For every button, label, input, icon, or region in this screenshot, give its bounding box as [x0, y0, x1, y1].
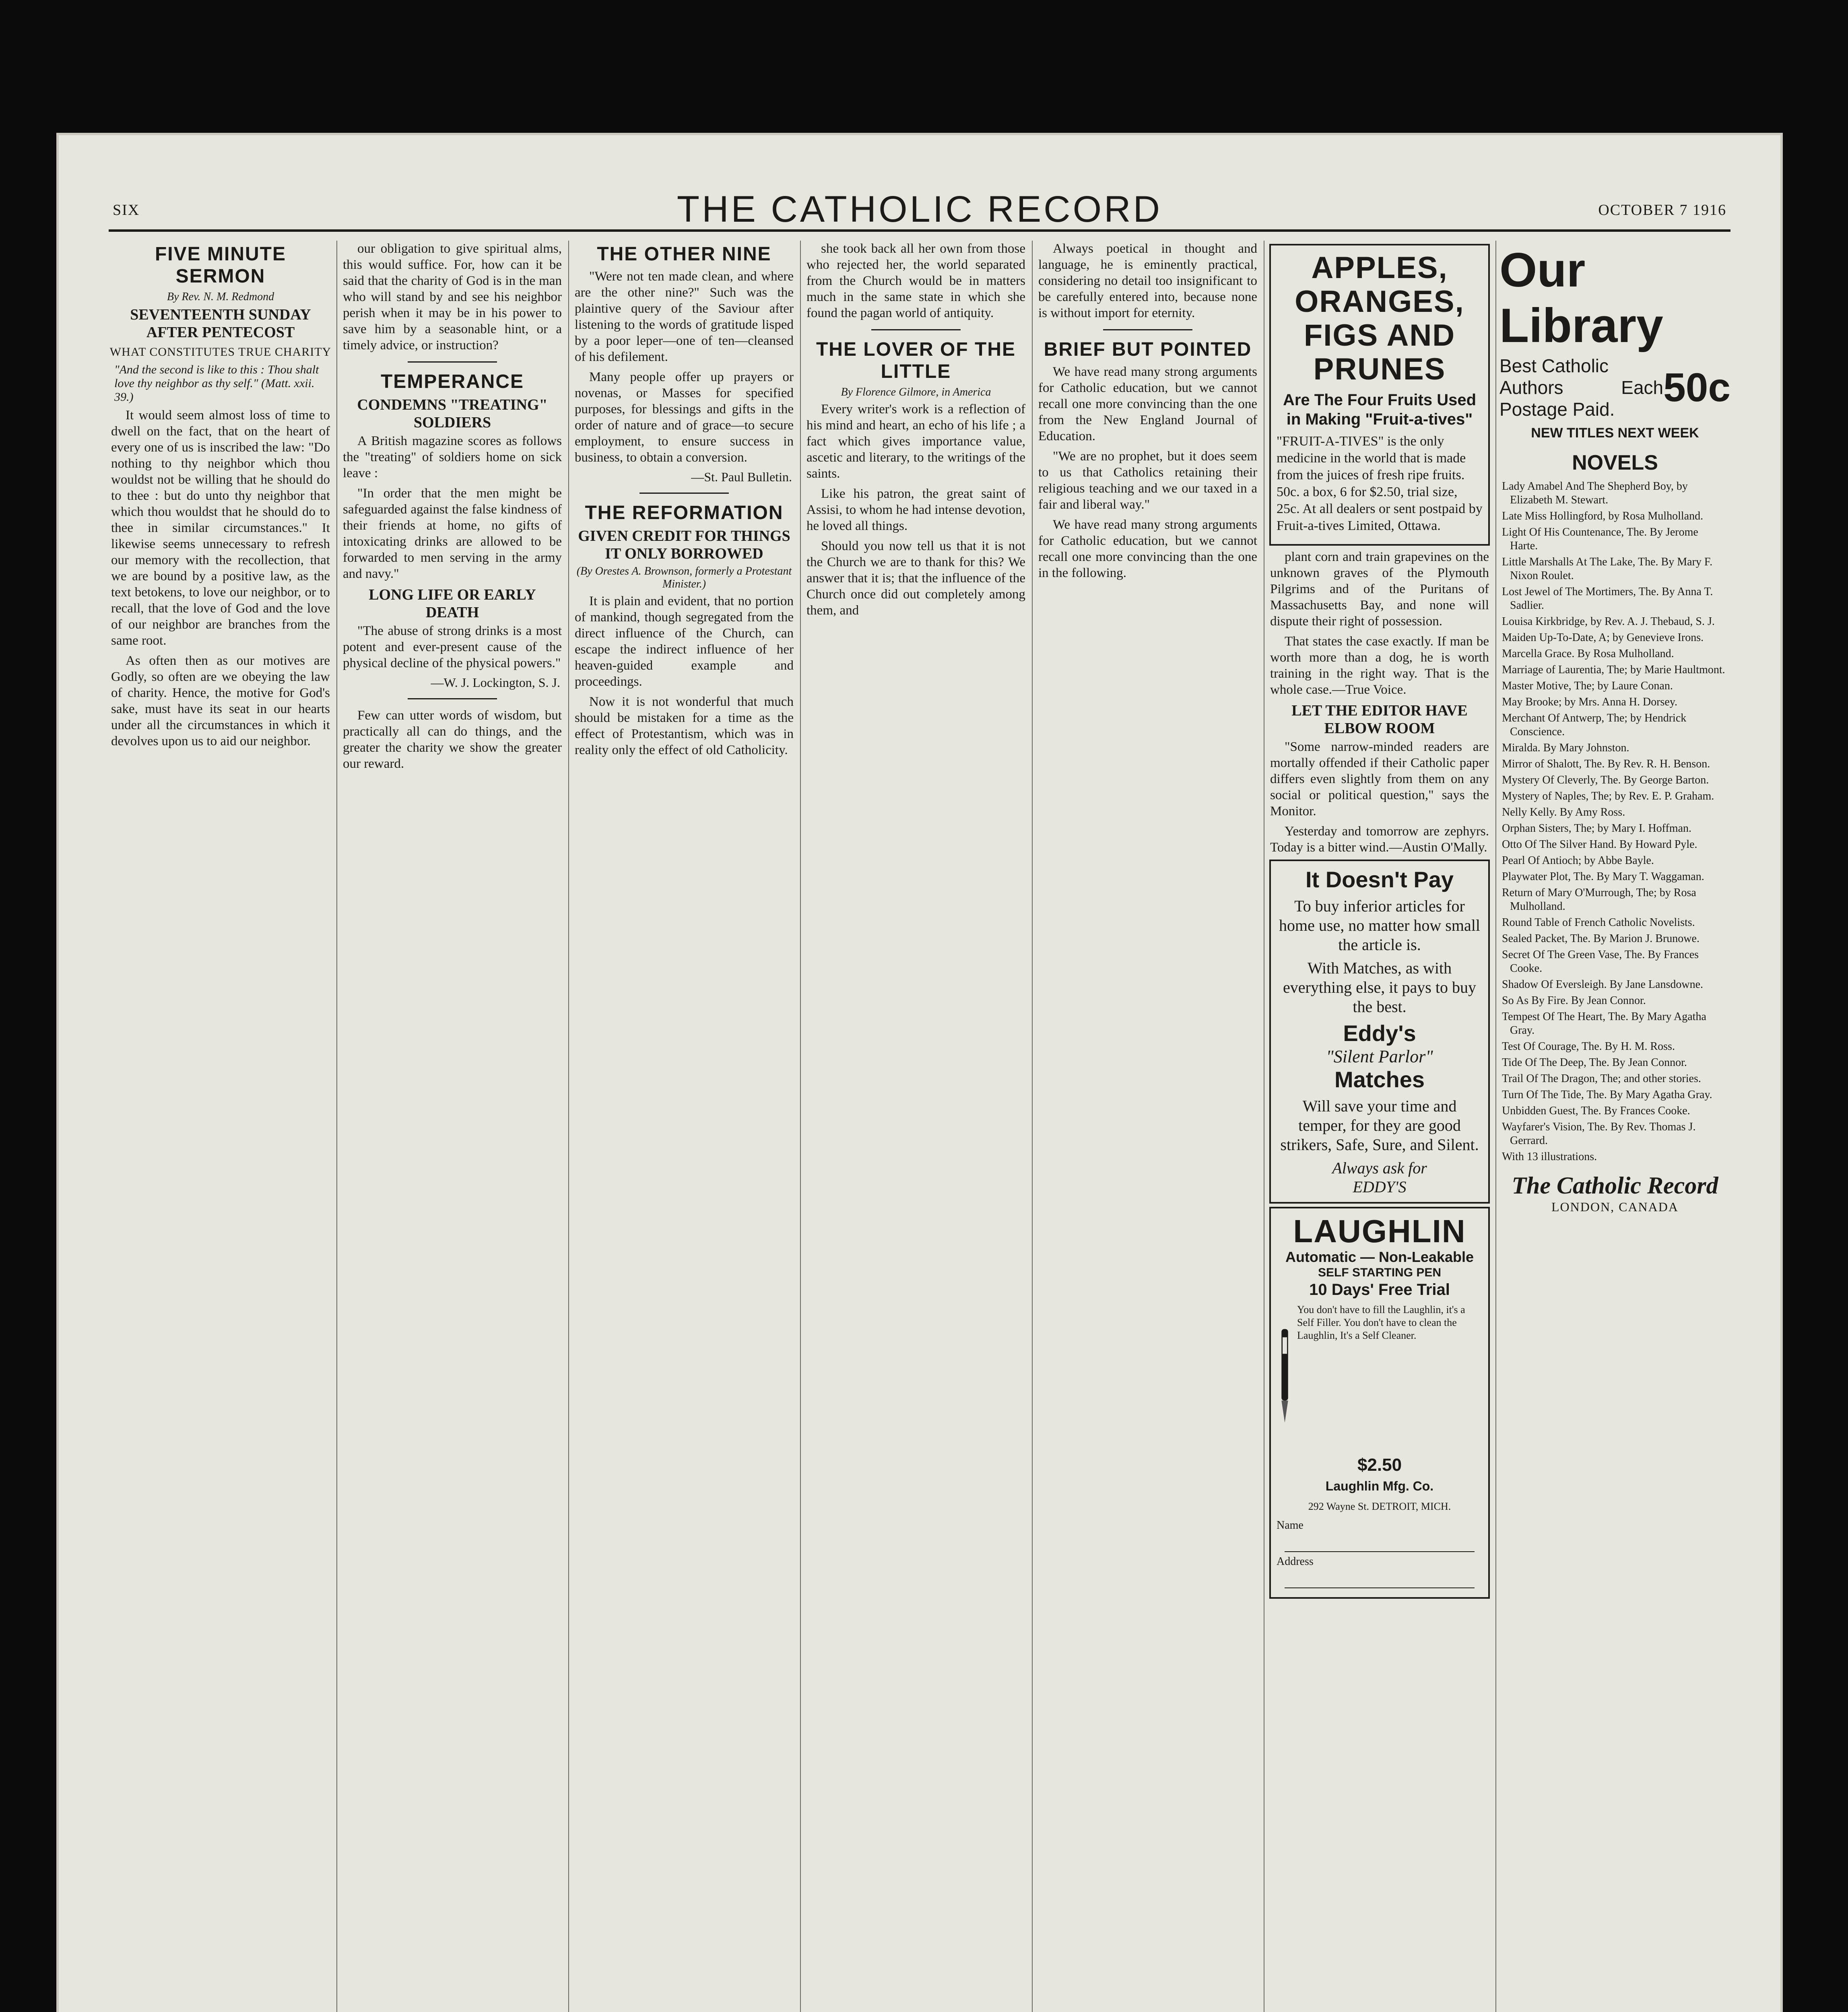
temperance-subtitle: CONDEMNS "TREATING" SOLDIERS: [357, 396, 548, 431]
coupon-name-label: Name: [1277, 1519, 1304, 1532]
novel-item: Shadow Of Eversleigh. By Jane Lansdowne.: [1502, 978, 1704, 991]
paragraph: Many people offer up prayers or novenas, or Masses for specified purposes, for blessings and gifts in the order of nature and of grace—to secure employment, to ensure success in business, to obtain a conversion.: [575, 370, 794, 465]
novel-item: May Brooke; by Mrs. Anna H. Dorsey.: [1502, 696, 1678, 708]
paragraph: our obligation to give spiritual alms, this would suffice. For, how can it be said that the charity of God is in the man who will stand by and see his neighbor perish when it may be in his power to save him by a seasonable hint, or a timely advice, or instruction?: [343, 241, 562, 353]
novel-item: Little Marshalls At The Lake, The. By Mary F. Nixon Roulet.: [1502, 556, 1713, 582]
eddy-ad-line2: To buy inferior articles for home use, no matter how small the article is.: [1279, 897, 1480, 954]
novel-item: Trail Of The Dragon, The; and other stories.: [1502, 1072, 1701, 1085]
novel-item: Nelly Kelly. By Amy Ross.: [1502, 806, 1625, 818]
novel-item: Sealed Packet, The. By Marion J. Brunowe.: [1502, 932, 1700, 945]
novel-item: Unbidden Guest, The. By Frances Cooke.: [1502, 1105, 1690, 1117]
paragraph: Should you now tell us that it is not the Church we are to thank for this? We answer that it is; that the influence of the Church once did out completely among them, and: [806, 539, 1025, 618]
paragraph: As often then as our motives are Godly, so often are we obeying the law of charity. Hence, the motive for God's sake, must have its seat in our hearts under all the circumstances in which it devolves upon us to aid our neighbor.: [111, 653, 330, 748]
column-rule: [800, 241, 801, 2012]
laughlin-type: Automatic — Non-Leakable: [1285, 1249, 1474, 1265]
paragraph: "In order that the men might be safeguarded against the false kindness of their friends at home, no gifts of intoxicating drinks are allowed to be forwarded to men serving in the army and navy.": [343, 486, 562, 581]
eddy-ad-line4: Will save your time and temper, for they are good strikers, Safe, Sure, and Silent.: [1280, 1097, 1479, 1154]
laughlin-body: You don't have to fill the Laughlin, it's a Self Filler. You don't have to clean the Laughlin, It's a Self Cleaner.: [1297, 1304, 1465, 1341]
paragraph: Now it is not wonderful that much should be mistaken for a time as the effect of Protestantism, which was in reality only the effect of old Catholicity.: [575, 695, 794, 757]
column-7: [1499, 241, 1730, 2012]
paragraph: Few can utter words of wisdom, but practically all can do things, and the greater the charity we show the greater our reward.: [343, 708, 562, 771]
paragraph: Every writer's work is a reflection of his mind and heart, an echo of his life ; a fact which gives importance value, ascetic and literary, to the writings of the saints.: [806, 402, 1025, 481]
novel-item: Mystery Of Cleverly, The. By George Barton.: [1502, 774, 1709, 786]
reformation-byline: (By Orestes A. Brownson, formerly a Protestant Minister.): [576, 565, 792, 590]
novel-item: Louisa Kirkbridge, by Rev. A. J. Thebaud, S. J.: [1502, 615, 1715, 628]
novel-item: Pearl Of Antioch; by Abbe Bayle.: [1502, 854, 1654, 867]
novel-item: Marriage of Laurentia, The; by Marie Haultmont.: [1502, 664, 1725, 676]
laughlin-offer: 10 Days' Free Trial: [1309, 1281, 1450, 1299]
laughlin-sub: SELF STARTING PEN: [1318, 1266, 1442, 1279]
masthead: [109, 185, 1730, 232]
novel-item: Late Miss Hollingford, by Rosa Mulholland.: [1502, 510, 1704, 522]
eddy-ad-line3: With Matches, as with everything else, it pays to buy the best.: [1283, 959, 1476, 1016]
eddy-ad-product: "Silent Parlor": [1326, 1047, 1433, 1066]
library-new: NEW TITLES NEXT WEEK: [1531, 425, 1699, 441]
divider: [1103, 329, 1192, 330]
library-each: Each: [1621, 377, 1664, 398]
eddy-ad-line1: It Doesn't Pay: [1305, 867, 1454, 892]
novel-item: Maiden Up-To-Date, A; by Genevieve Irons.: [1502, 631, 1704, 644]
signature: —W. J. Lockington, S. J.: [431, 675, 560, 690]
coupon-address-field[interactable]: [1285, 1571, 1475, 1588]
column-3: [572, 241, 796, 2012]
paragraph: Yesterday and tomorrow are zephyrs. Today is a bitter wind.—Austin O'Mally.: [1270, 824, 1489, 855]
library-lines: [1499, 355, 1621, 420]
eddy-ad-brand: Eddy's: [1343, 1020, 1416, 1046]
fruit-ad-subhead: Are The Four Fruits Used in Making "Fruit-a-tives": [1283, 391, 1477, 428]
sermon-section: WHAT CONSTITUTES TRUE CHARITY: [109, 345, 332, 359]
novel-item: Playwater Plot, The. By Mary T. Waggaman.: [1502, 870, 1704, 883]
columns: [109, 241, 1730, 2012]
library-price: 50c: [1663, 365, 1730, 410]
novel-item: Secret Of The Green Vase, The. By Frances Cooke.: [1502, 948, 1699, 975]
reformation-title: THE REFORMATION: [585, 502, 784, 524]
library-price-row: [1499, 355, 1730, 420]
column-rule: [1032, 241, 1033, 2012]
paragraph: We have read many strong arguments for Catholic education, but we cannot recall one more convincing than the one in the following.: [1038, 517, 1257, 580]
publisher-location: LONDON, CANADA: [1551, 1200, 1679, 1214]
paragraph: "We are no prophet, but it does seem to us that Catholics retaining their religious teaching and we our taxed in a fair and liberal way.": [1038, 449, 1257, 512]
coupon-address-label: Address: [1277, 1555, 1314, 1568]
paragraph: A British magazine scores as follows the "treating" of soldiers home on sick leave :: [343, 434, 562, 480]
novel-list: [1499, 480, 1730, 1164]
paragraph: Like his patron, the great saint of Assisi, to whom he had intense devotion, he loved all things.: [806, 487, 1025, 533]
laughlin-address: 292 Wayne St. DETROIT, MICH.: [1308, 1501, 1451, 1512]
laughlin-pen-ad: [1269, 1207, 1490, 1599]
paragraph: "Were not ten made clean, and where are the other nine?" Such was the plaintive query of the Saviour after listening to the words of gratitude lisped by a poor leper—one of ten—cleansed of his defilement.: [575, 269, 794, 364]
other-nine-title: THE OTHER NINE: [597, 243, 771, 265]
novel-item: Merchant Of Antwerp, The; by Hendrick Conscience.: [1502, 712, 1687, 738]
paragraph: she took back all her own from those who rejected her, the world separated from the Church would be in matters much in the same state in which she found the pagan world of antiquity.: [806, 241, 1025, 320]
library-line1: Best Catholic Authors: [1499, 355, 1609, 398]
column-5: [1036, 241, 1260, 2012]
novel-item: Mystery of Naples, The; by Rev. E. P. Graham.: [1502, 790, 1714, 802]
novel-item: Mirror of Shalott, The. By Rev. R. H. Benson.: [1502, 758, 1710, 770]
novel-item: Test Of Courage, The. By H. M. Ross.: [1502, 1040, 1675, 1053]
novel-item: Light Of His Countenance, The. By Jerome Harte.: [1502, 526, 1698, 552]
eddy-ad-product2: Matches: [1334, 1067, 1425, 1092]
novel-item: Marcella Grace. By Rosa Mulholland.: [1502, 647, 1674, 660]
library-line2: Postage Paid.: [1499, 399, 1615, 420]
column-rule: [336, 241, 337, 2012]
eddy-ad-tagline: Always ask for: [1332, 1159, 1427, 1177]
issue-date: OCTOBER 7 1916: [1598, 202, 1726, 219]
sermon-title: FIVE MINUTE SERMON: [155, 243, 286, 287]
sermon-subtitle: SEVENTEENTH SUNDAY AFTER PENTECOST: [130, 306, 311, 341]
newspaper-title: THE CATHOLIC RECORD: [676, 189, 1163, 230]
paragraph: Always poetical in thought and language, he is eminently practical, considering no detail too insignificant to be carefully entered into, because none is without import for eternity.: [1038, 241, 1257, 320]
signature: —St. Paul Bulletin.: [691, 470, 792, 484]
fountain-pen-icon: [1277, 1303, 1293, 1448]
novel-item: Tide Of The Deep, The. By Jean Connor.: [1502, 1056, 1687, 1069]
lover-title: THE LOVER OF THE LITTLE: [816, 339, 1016, 382]
novel-item: With 13 illustrations.: [1502, 1150, 1597, 1163]
library-title: Our Library: [1499, 243, 1663, 353]
column-rule: [568, 241, 569, 2012]
long-life-title: LONG LIFE OR EARLY DEATH: [369, 586, 536, 621]
novel-item: Lady Amabel And The Shepherd Boy, by Elizabeth M. Stewart.: [1502, 480, 1688, 506]
publisher-logo: The Catholic Record: [1512, 1172, 1718, 1199]
novel-item: Round Table of French Catholic Novelists.: [1502, 916, 1695, 929]
sermon-quote: "And the second is like to this : Thou shalt love thy neighbor as thy self." (Matt. xxii. 39.): [114, 363, 319, 404]
paragraph: "The abuse of strong drinks is a most potent and ever-present cause of the physical decline of the physical powers.": [343, 624, 562, 670]
fruit-ad-headline: APPLES, ORANGES, FIGS AND PRUNES: [1295, 251, 1464, 386]
laughlin-price: $2.50: [1357, 1455, 1402, 1475]
fruit-a-tives-ad: [1269, 244, 1490, 546]
novel-item: Return of Mary O'Murrough, The; by Rosa Mulholland.: [1502, 886, 1696, 913]
sermon-byline: By Rev. N. M. Redmond: [167, 291, 274, 303]
novel-item: Tempest Of The Heart, The. By Mary Agatha Gray.: [1502, 1010, 1706, 1037]
novel-item: Wayfarer's Vision, The. By Rev. Thomas J. Gerrard.: [1502, 1121, 1696, 1147]
brief-title: BRIEF BUT POINTED: [1044, 339, 1252, 360]
novel-item: Lost Jewel of The Mortimers, The. By Anna T. Sadlier.: [1502, 585, 1713, 612]
novel-item: Master Motive, The; by Laure Conan.: [1502, 680, 1673, 692]
novel-item: So As By Fire. By Jean Connor.: [1502, 994, 1646, 1007]
paragraph: It is plain and evident, that no portion of mankind, though segregated from the direct influence of the Church, can escape the indirect influence of her heaven-guided example and proceedings.: [575, 594, 794, 689]
laughlin-brand: LAUGHLIN: [1293, 1213, 1466, 1249]
eddy-ad-tagline2: EDDY'S: [1353, 1178, 1407, 1196]
eddy-matches-ad: [1269, 860, 1490, 1204]
paragraph: We have read many strong arguments for Catholic education, but we cannot recall one more convincing than the one from the New England Journal of Education.: [1038, 365, 1257, 443]
paragraph: That states the case exactly. If man be worth more than a dog, he is worth training in the right way. That is the whole case.—True Voice.: [1270, 634, 1489, 697]
editor-title: LET THE EDITOR HAVE ELBOW ROOM: [1291, 702, 1468, 737]
novel-item: Miralda. By Mary Johnston.: [1502, 742, 1629, 754]
reformation-subtitle: GIVEN CREDIT FOR THINGS IT ONLY BORROWED: [578, 528, 790, 562]
column-1: [109, 241, 332, 2012]
laughlin-company: Laughlin Mfg. Co.: [1325, 1479, 1434, 1493]
paragraph: It would seem almost loss of time to dwell on the fact, that on the heart of every one of us is inscribed the law: "Do nothing to thy neighbor which thou wouldst not be willing that he should do to thee : but do unto thy neighbor that which thou wouldst that he should do to thee in similar circumstances." It likewise seems unnecessary to refresh our memory with the recollection, that we are bound by a positive law, as the text betokens, to love our neighbor, or to recall, that the love of God and the love of our neighbor are branches from the same root.: [111, 408, 330, 648]
page-number: SIX: [113, 202, 140, 219]
novel-item: Turn Of The Tide, The. By Mary Agatha Gray.: [1502, 1088, 1712, 1101]
paragraph: plant corn and train grapevines on the unknown graves of the Plymouth Pilgrims and of the Puritans of Massachusetts Bay, and none will dispute their right of possession.: [1270, 550, 1489, 629]
coupon-name-field[interactable]: [1285, 1535, 1475, 1552]
lover-byline: By Florence Gilmore, in America: [841, 386, 991, 398]
column-6: [1268, 241, 1491, 2012]
novel-item: Otto Of The Silver Hand. By Howard Pyle.: [1502, 838, 1697, 851]
column-rule: [1495, 241, 1496, 2012]
fruit-ad-body: "FRUIT-A-TIVES" is the only medicine in the world that is made from the juices of fresh ripe fruits. 50c. a box, 6 for $2.50, trial size, 25c. At all dealers or sent postpaid by Fruit-a-tives Limited, Ottawa.: [1277, 434, 1483, 533]
divider: [408, 698, 497, 699]
novel-item: Orphan Sisters, The; by Mary I. Hoffman.: [1502, 822, 1691, 835]
laughlin-body-row: [1277, 1299, 1483, 1452]
column-2: [340, 241, 564, 2012]
newspaper-page: [56, 133, 1783, 2012]
divider: [871, 329, 961, 330]
divider: [408, 361, 497, 363]
paragraph: "Some narrow-minded readers are mortally offended if their Catholic paper differs even slightly from them on any social or political question," says the Monitor.: [1270, 740, 1489, 818]
column-4: [804, 241, 1028, 2012]
library-section: NOVELS: [1572, 451, 1658, 474]
temperance-title: TEMPERANCE: [380, 371, 524, 392]
divider: [639, 493, 729, 494]
